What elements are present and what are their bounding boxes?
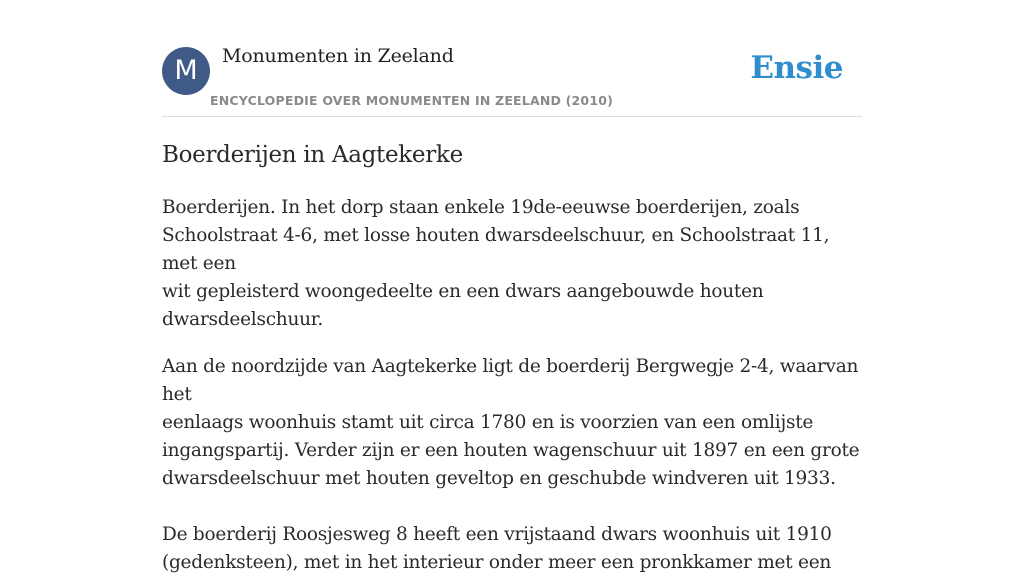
source-title-link[interactable]: Monumenten in Zeeland — [222, 45, 454, 67]
source-avatar[interactable]: M — [162, 47, 210, 95]
article — [162, 139, 862, 577]
article-paragraph: De boerderij Roosjesweg 8 heeft een vrijstaand dwars woonhuis uit 1910 (gedenksteen), met in het interieur onder meer een pronkkamer met een — [162, 524, 832, 573]
ensie-logo[interactable]: Ensie — [750, 50, 843, 86]
article-title: Boerderijen in Aagtekerke — [162, 142, 463, 168]
source-header — [162, 0, 862, 117]
article-paragraph: Boerderijen. In het dorp staan enkele 19de-eeuwse boerderijen, zoals Schoolstraat 4-6, met losse houten dwarsdeelschuur, en Schoolstraat 11, met een wit gepleisterd woongedeelte en een dwars aangebouwde houten dwarsdeelschuur. — [162, 197, 830, 330]
article-paragraph: Aan de noordzijde van Aagtekerke ligt de boerderij Bergwegje 2-4, waarvan het eenlaags woonhuis stamt uit circa 1780 en is voorzien van een omlijste ingangspartij. Verder zijn er een houten wagenschuur uit 1897 en een grote dwarsdeelschuur met houten geveltop en geschubde windveren uit 1933. — [162, 356, 860, 489]
source-subtitle: ENCYCLOPEDIE OVER MONUMENTEN IN ZEELAND (2010) — [210, 93, 614, 108]
